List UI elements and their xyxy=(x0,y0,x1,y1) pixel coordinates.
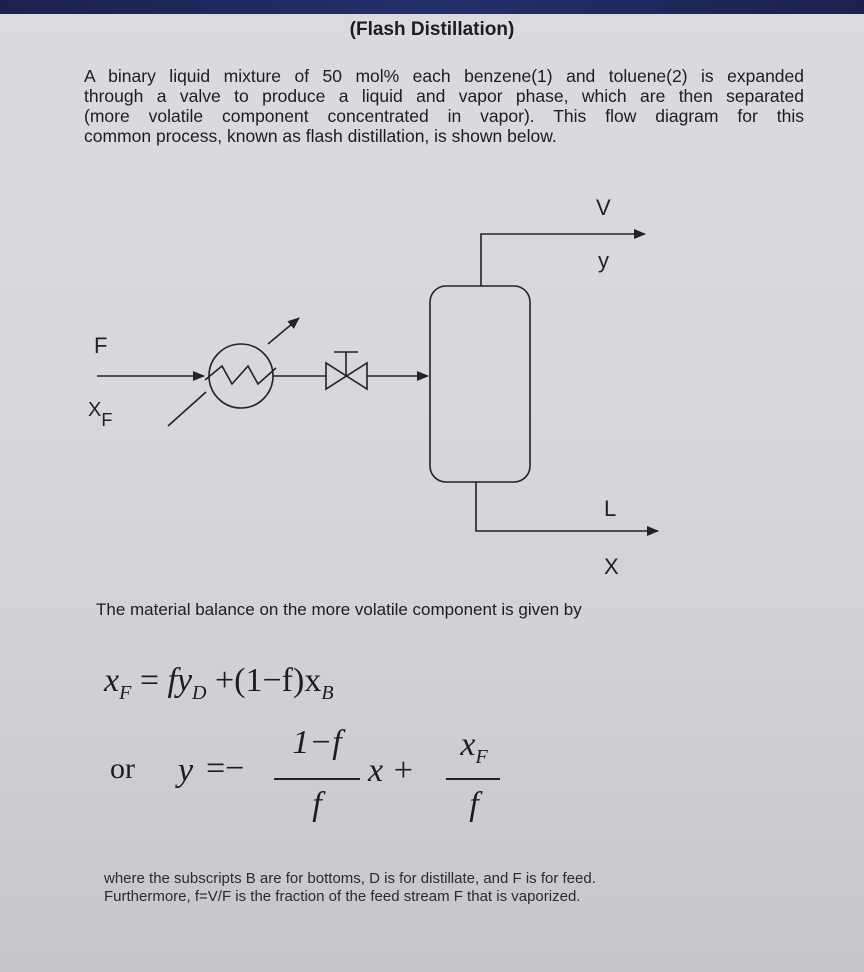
heat-exchanger xyxy=(209,344,273,408)
liquid-line xyxy=(476,482,658,531)
paragraph-line: common process, known as flash distillation, is shown below. xyxy=(84,126,557,146)
footer-notes xyxy=(104,870,596,906)
vapor-line xyxy=(481,234,645,286)
heat-exchanger-coil xyxy=(205,366,276,384)
liquid-label: L xyxy=(604,496,617,521)
heating-medium-out xyxy=(268,318,299,344)
footer-line: where the subscripts B are for bottoms, D is for distillate, and F is for feed. xyxy=(104,870,596,887)
page-title: (Flash Distillation) xyxy=(349,19,515,40)
liquid-composition-label: X xyxy=(604,554,619,579)
balance-statement: The material balance on the more volatile component is given by xyxy=(96,600,582,619)
footer-line: Furthermore, f=V/F is the fraction of the feed stream F that is vaporized. xyxy=(104,888,581,905)
paragraph-line: (more volatile component concentrated in vapor). This flow diagram for this xyxy=(84,106,804,126)
flash-drum xyxy=(430,286,530,482)
heating-medium-in xyxy=(168,392,206,426)
feed-composition-label: XF xyxy=(88,399,113,430)
or-label: or xyxy=(110,752,135,785)
paragraph-line: through a valve to produce a liquid and vapor phase, which are then separated xyxy=(84,86,804,106)
paragraph-line: A binary liquid mixture of 50 mol% each benzene(1) and toluene(2) is expanded xyxy=(84,66,804,86)
vapor-label: V xyxy=(596,195,611,220)
material-balance-equation: $x_F = fy_D +(1-f)x_B$ xyxy=(104,662,334,704)
vapor-composition-label: y xyxy=(598,248,609,273)
feed-label: F xyxy=(94,333,108,358)
operating-line-equation: y =− 1−f f x + $x_F$ f xyxy=(168,728,528,848)
